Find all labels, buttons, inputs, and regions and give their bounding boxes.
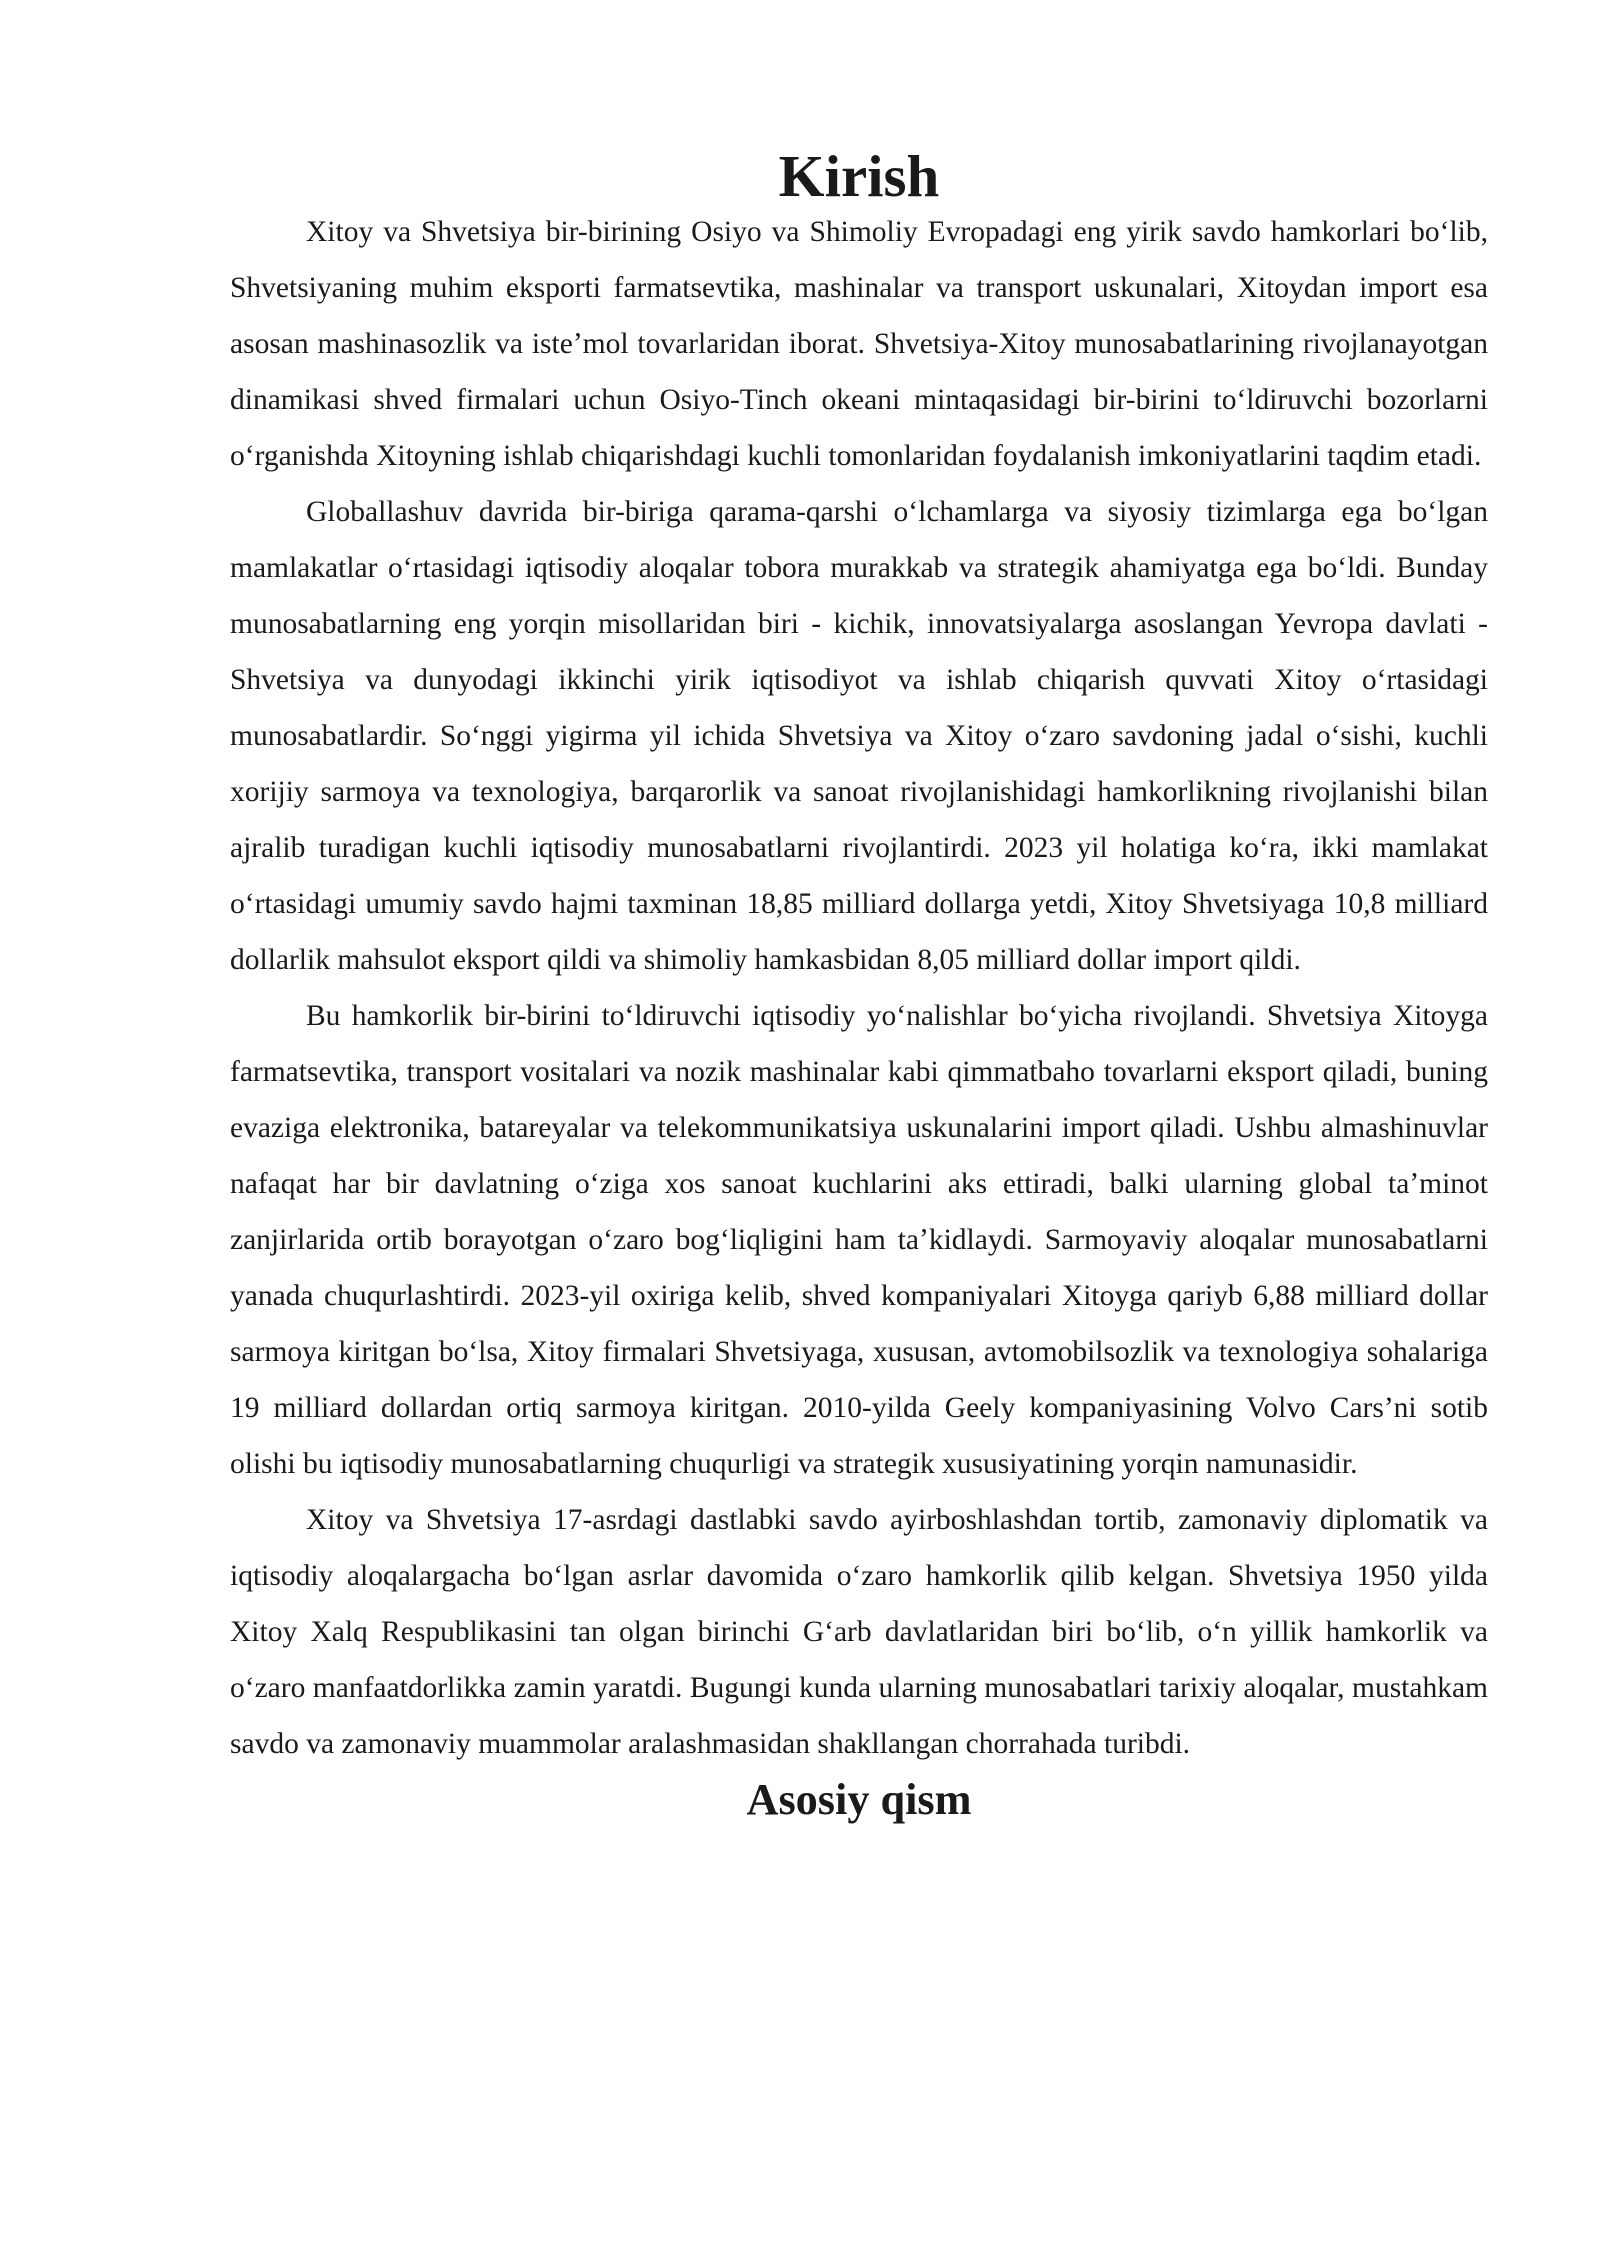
document-page (230, 143, 1488, 1828)
paragraph-2: Globallashuv davrida bir-biriga qarama-qarshi oʻlchamlarga va siyosiy tizimlarga ega boʻlgan mamlakatlar oʻrtasidagi iqtisodiy aloqalar tobora murakkab va strategik ahamiyatga ega boʻldi. Bunday munosabatlarning eng yorqin misollaridan biri - kichik, innovatsiyalarga asoslangan Yevropa davlati - Shvetsiya va dunyodagi ikkinchi yirik iqtisodiyot va ishlab chiqarish quvvati Xitoy oʻrtasidagi munosabatlardir. Soʻnggi yigirma yil ichida Shvetsiya va Xitoy oʻzaro savdoning jadal oʻsishi, kuchli xorijiy sarmoya va texnologiya, barqarorlik va sanoat rivojlanishidagi hamkorlikning rivojlanishi bilan ajralib turadigan kuchli iqtisodiy munosabatlarni rivojlantirdi. 2023 yil holatiga koʻra, ikki mamlakat oʻrtasidagi umumiy savdo hajmi taxminan 18,85 milliard dollarga yetdi, Xitoy Shvetsiyaga 10,8 milliard dollarlik mahsulot eksport qildi va shimoliy hamkasbidan 8,05 milliard dollar import qildi. (230, 496, 1488, 976)
section-heading-main: Asosiy qism (746, 1775, 972, 1824)
section-heading-intro: Kirish (778, 143, 940, 209)
paragraph-1: Xitoy va Shvetsiya bir-birining Osiyo va Shimoliy Evropadagi eng yirik savdo hamkorlari boʻlib, Shvetsiyaning muhim eksporti farmatsevtika, mashinalar va transport uskunalari, Xitoydan import esa asosan mashinasozlik va isteʼmol tovarlaridan iborat. Shvetsiya-Xitoy munosabatlarining rivojlanayotgan dinamikasi shved firmalari uchun Osiyo-Tinch okeani mintaqasidagi bir-birini toʻldiruvchi bozorlarni oʻrganishda Xitoyning ishlab chiqarishdagi kuchli tomonlaridan foydalanish imkoniyatlarini taqdim etadi. (230, 216, 1488, 472)
paragraph-4: Xitoy va Shvetsiya 17-asrdagi dastlabki savdo ayirboshlashdan tortib, zamonaviy diplomatik va iqtisodiy aloqalargacha boʻlgan asrlar davomida oʻzaro hamkorlik qilib kelgan. Shvetsiya 1950 yilda Xitoy Xalq Respublikasini tan olgan birinchi Gʻarb davlatlaridan biri boʻlib, oʻn yillik hamkorlik va oʻzaro manfaatdorlikka zamin yaratdi. Bugungi kunda ularning munosabatlari tarixiy aloqalar, mustahkam savdo va zamonaviy muammolar aralashmasidan shakllangan chorrahada turibdi. (230, 1504, 1488, 1760)
paragraph-3: Bu hamkorlik bir-birini toʻldiruvchi iqtisodiy yoʻnalishlar boʻyicha rivojlandi. Shvetsiya Xitoyga farmatsevtika, transport vositalari va nozik mashinalar kabi qimmatbaho tovarlarni eksport qiladi, buning evaziga elektronika, batareyalar va telekommunikatsiya uskunalarini import qiladi. Ushbu almashinuvlar nafaqat har bir davlatning oʻziga xos sanoat kuchlarini aks ettiradi, balki ularning global taʼminot zanjirlarida ortib borayotgan oʻzaro bogʻliqligini ham taʼkidlaydi. Sarmoyaviy aloqalar munosabatlarni yanada chuqurlashtirdi. 2023-yil oxiriga kelib, shved kompaniyalari Xitoyga qariyb 6,88 milliard dollar sarmoya kiritgan boʻlsa, Xitoy firmalari Shvetsiyaga, xususan, avtomobilsozlik va texnologiya sohalariga 19 milliard dollardan ortiq sarmoya kiritgan. 2010-yilda Geely kompaniyasining Volvo Cars’ni sotib olishi bu iqtisodiy munosabatlarning chuqurligi va strategik xususiyatining yorqin namunasidir. (230, 1000, 1488, 1480)
